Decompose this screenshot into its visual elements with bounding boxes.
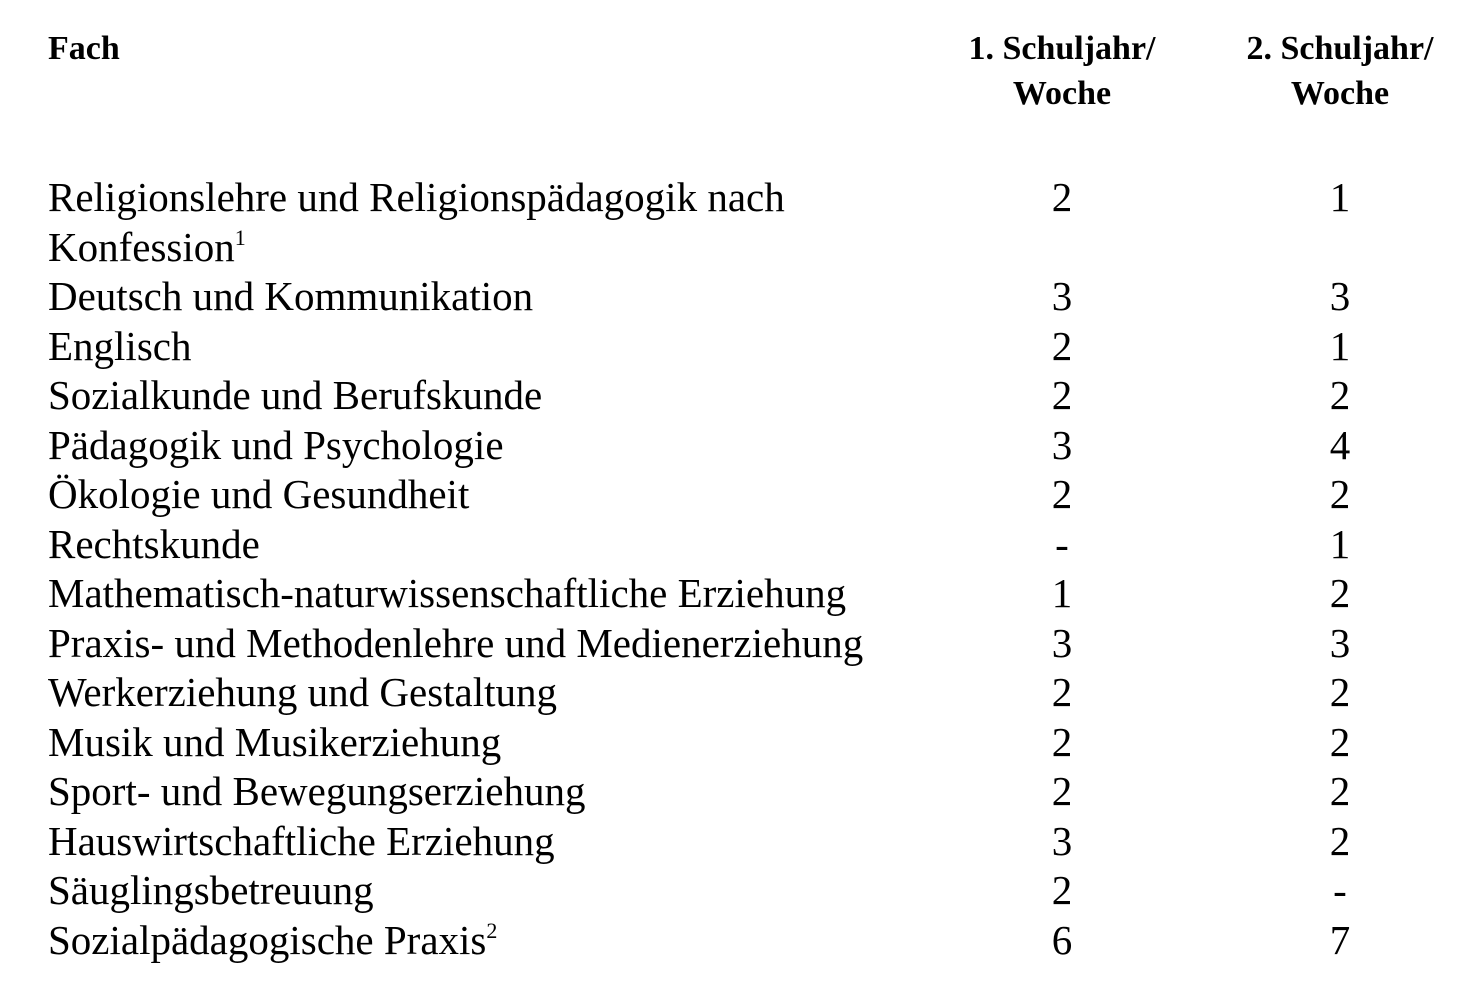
year1-hours: 2: [1051, 322, 1073, 369]
footnote-marker: 1: [234, 224, 246, 250]
footnote-marker: 2: [486, 917, 498, 943]
year1-hours: 2: [1051, 867, 1073, 913]
year2-hours: 2: [1329, 669, 1351, 715]
year1-hours: -: [1055, 520, 1069, 567]
subject-cell: Englisch: [48, 322, 192, 369]
table-row: [0, 866, 1471, 916]
header-year1-line2: Woche: [1012, 75, 1112, 112]
year2-hours: 3: [1329, 273, 1351, 319]
subject-line2: [48, 223, 928, 273]
year1-hours: 2: [1051, 174, 1073, 220]
subject-cell: [48, 916, 928, 966]
year1-hours: 3: [1051, 817, 1073, 864]
year2-hours: 2: [1329, 817, 1351, 864]
column-header-subject: Fach: [48, 30, 120, 67]
table-row: [0, 470, 1471, 520]
subject-cell: Ökologie und Gesundheit: [48, 471, 470, 517]
subject-cell: Deutsch und Kommunikation: [48, 273, 534, 319]
year1-hours: 2: [1051, 471, 1073, 517]
table-row: [0, 767, 1471, 817]
subject-text: Sozialpädagogische Praxis: [48, 916, 487, 963]
subject-line1: Religionslehre und Religionspädagogik nach: [48, 174, 785, 220]
year1-hours: 1: [1051, 570, 1073, 616]
header-year2-line2: Woche: [1290, 75, 1390, 112]
subject-cell: Hauswirtschaftliche Erziehung: [48, 817, 555, 864]
table-row: [0, 668, 1471, 718]
table-row: [0, 619, 1471, 669]
table-row: [0, 173, 1471, 272]
table-row: [0, 371, 1471, 421]
year1-hours: 2: [1051, 768, 1073, 814]
year1-hours: 3: [1051, 421, 1073, 468]
year1-hours: 3: [1051, 273, 1073, 319]
year2-hours: -: [1333, 867, 1347, 913]
year1-hours: 3: [1051, 619, 1073, 666]
table-row: [0, 272, 1471, 322]
subject-cell: Säuglingsbetreuung: [48, 867, 374, 913]
subject-cell: Werkerziehung und Gestaltung: [48, 669, 558, 715]
year2-hours: 3: [1329, 619, 1351, 666]
year2-hours: 1: [1329, 520, 1351, 567]
year2-hours: 1: [1329, 174, 1351, 220]
year2-hours: 4: [1329, 421, 1351, 468]
column-header-year2: [1210, 26, 1470, 116]
table-row: [0, 421, 1471, 471]
table-row: [0, 916, 1471, 966]
table-row: [0, 322, 1471, 372]
subject-cell: [48, 173, 928, 272]
header-year2-line1: 2. Schuljahr/: [1246, 30, 1434, 67]
table-row: [0, 817, 1471, 867]
subject-cell: Musik und Musikerziehung: [48, 718, 502, 765]
subject-cell: Rechtskunde: [48, 520, 260, 567]
header-year1-line1: 1. Schuljahr/: [968, 30, 1156, 67]
year1-hours: 6: [1051, 916, 1073, 963]
year1-hours: 2: [1051, 718, 1073, 765]
subject-cell: Pädagogik und Psychologie: [48, 421, 504, 468]
year2-hours: 2: [1329, 570, 1351, 616]
table-row: [0, 520, 1471, 570]
year2-hours: 1: [1329, 322, 1351, 369]
table-row: [0, 718, 1471, 768]
subject-cell: Sozialkunde und Berufskunde: [48, 372, 543, 418]
table-row: [0, 569, 1471, 619]
year2-hours: 2: [1329, 471, 1351, 517]
subject-cell: Praxis- und Methodenlehre und Medienerziehung: [48, 619, 864, 666]
subject-cell: Mathematisch-naturwissenschaftliche Erziehung: [48, 570, 847, 616]
subject-cell: Sport- und Bewegungserziehung: [48, 768, 586, 814]
subject-line2-text: Konfession: [48, 223, 235, 270]
column-header-year1: [932, 26, 1192, 116]
timetable-body: [0, 173, 1471, 965]
year2-hours: 2: [1329, 768, 1351, 814]
year1-hours: 2: [1051, 669, 1073, 715]
year2-hours: 2: [1329, 372, 1351, 418]
year2-hours: 7: [1329, 916, 1351, 963]
year2-hours: 2: [1329, 718, 1351, 765]
year1-hours: 2: [1051, 372, 1073, 418]
